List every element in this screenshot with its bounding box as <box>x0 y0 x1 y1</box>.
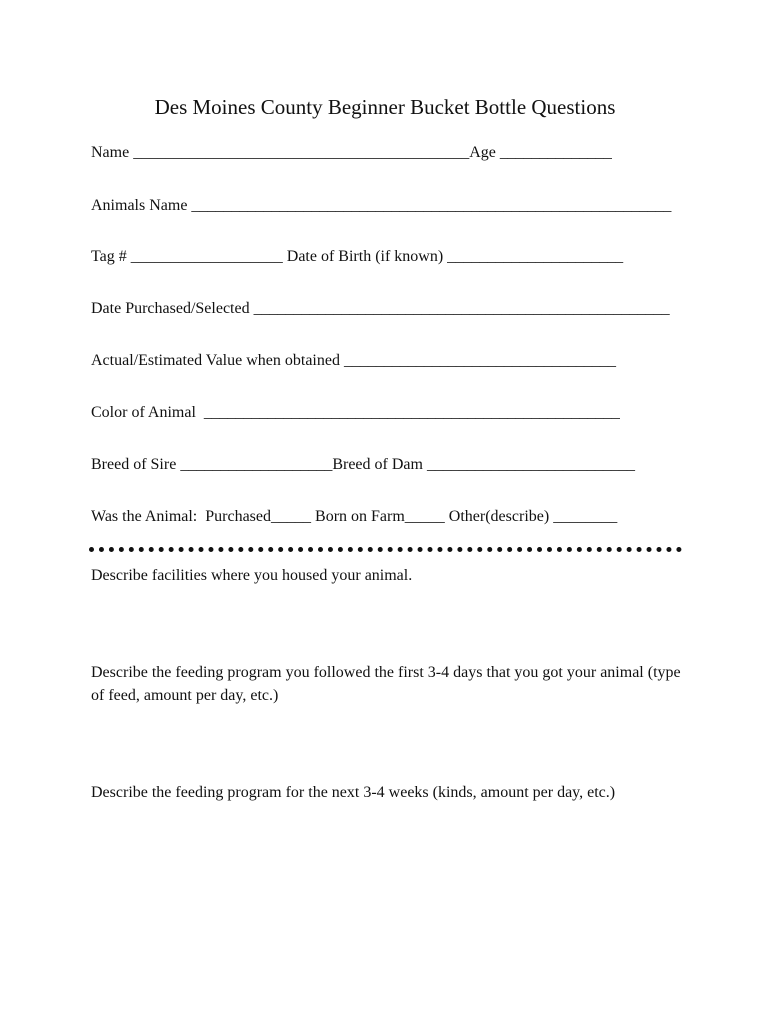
dam-label: Breed of Dam <box>332 456 427 473</box>
page-title: Des Moines County Beginner Bucket Bottle Questions <box>154 95 616 119</box>
dob-label: Date of Birth (if known) <box>282 248 448 265</box>
question-feeding-first: Describe the feeding program you followed the first 3-4 days that you got your animal (type of feed, amount per day, etc.) <box>91 664 681 704</box>
tag-row <box>91 247 623 267</box>
name-label: Name <box>91 144 134 161</box>
origin-row <box>91 507 617 527</box>
animals-name-label: Animals Name <box>91 197 192 214</box>
question-feeding-next: Describe the feeding program for the next 3-4 weeks (kinds, amount per day, etc.) <box>91 784 616 801</box>
dotted-divider <box>89 547 682 552</box>
date-purchased-field[interactable]: ____________________________________________________ <box>253 300 670 317</box>
sire-field[interactable]: ___________________ <box>180 456 333 473</box>
name-field[interactable]: __________________________________________ <box>133 144 470 161</box>
born-field[interactable]: _____ <box>404 508 445 525</box>
color-label: Color of Animal <box>91 404 204 421</box>
age-label: Age <box>469 144 500 161</box>
purchased-field[interactable]: _____ <box>271 508 312 525</box>
tag-field[interactable]: ___________________ <box>130 248 283 265</box>
question-facilities: Describe facilities where you housed your animal. <box>91 567 413 584</box>
name-row <box>91 143 612 163</box>
value-row <box>91 351 616 371</box>
date-purchased-row <box>91 299 670 319</box>
breed-row <box>91 455 635 475</box>
dam-field[interactable]: __________________________ <box>426 456 635 473</box>
date-purchased-label: Date Purchased/Selected <box>91 300 254 317</box>
other-field[interactable]: ________ <box>553 508 618 525</box>
born-label: Born on Farm <box>311 508 405 525</box>
tag-label: Tag # <box>91 248 131 265</box>
color-field[interactable]: ____________________________________________________ <box>203 404 620 421</box>
age-field[interactable]: ______________ <box>499 144 612 161</box>
value-label: Actual/Estimated Value when obtained <box>91 352 344 369</box>
color-row <box>91 403 620 423</box>
sire-label: Breed of Sire <box>91 456 181 473</box>
value-field[interactable]: __________________________________ <box>343 352 616 369</box>
animals-name-field[interactable]: ____________________________________________________________ <box>191 197 672 214</box>
dob-field[interactable]: ______________________ <box>447 248 624 265</box>
origin-label: Was the Animal: Purchased <box>91 508 272 525</box>
other-label: Other(describe) <box>444 508 554 525</box>
animals-name-row <box>91 196 671 216</box>
